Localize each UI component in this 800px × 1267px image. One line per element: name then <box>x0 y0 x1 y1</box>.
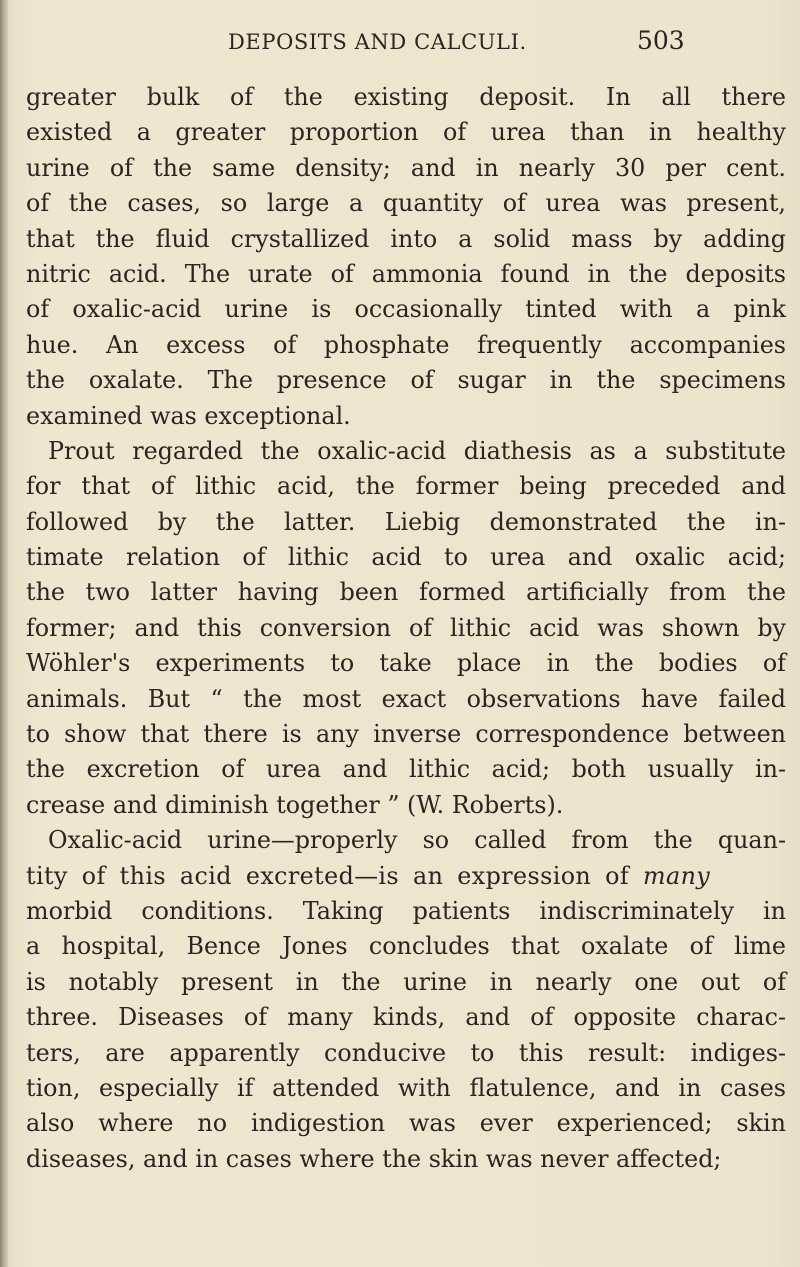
text-line: to show that there is any inverse correspondence between <box>26 720 786 749</box>
paragraph-start-line: Oxalic-acid urine—properly so called from the quan- <box>48 826 786 855</box>
text-line-with-emphasis <box>26 859 786 894</box>
body-text <box>26 80 786 1177</box>
text-line: hue. An excess of phosphate frequently accompanies <box>26 330 786 359</box>
text-line: former; and this conversion of lithic acid was shown by <box>26 613 786 642</box>
text-line: diseases, and in cases where the skin was never affected; <box>26 1144 722 1173</box>
text-line: a hospital, Bence Jones concludes that oxalate of lime <box>26 932 786 961</box>
paragraph-start-line: Prout regarded the oxalic-acid diathesis as a substitute <box>48 436 786 465</box>
text-span: tity of this acid excreted—is an expression of <box>26 861 630 890</box>
text-line: followed by the latter. Liebig demonstrated the in- <box>26 507 786 536</box>
page-number: 503 <box>637 26 685 55</box>
text-line: of oxalic-acid urine is occasionally tinted with a pink <box>26 295 786 324</box>
text-line: examined was exceptional. <box>26 401 351 430</box>
text-line: the two latter having been formed artificially from the <box>26 578 786 607</box>
text-line: animals. But “ the most exact observations have failed <box>26 684 786 713</box>
text-line: existed a greater proportion of urea than in healthy <box>26 118 786 147</box>
text-line: crease and diminish together ” (W. Roberts). <box>26 790 564 819</box>
text-line: Wöhler's experiments to take place in the bodies of <box>26 649 786 678</box>
text-line: urine of the same density; and in nearly 30 per cent. <box>26 153 786 182</box>
text-line: ters, are apparently conducive to this result: indiges- <box>26 1038 786 1067</box>
text-line: nitric acid. The urate of ammonia found in the deposits <box>26 259 786 288</box>
text-line: the excretion of urea and lithic acid; both usually in- <box>26 755 786 784</box>
text-line: tion, especially if attended with flatulence, and in cases <box>26 1073 786 1102</box>
text-line: of the cases, so large a quantity of urea was present, <box>26 189 786 218</box>
text-line: three. Diseases of many kinds, and of opposite charac- <box>26 1003 786 1032</box>
text-line: timate relation of lithic acid to urea and oxalic acid; <box>26 543 786 572</box>
text-line: is notably present in the urine in nearly one out of <box>26 967 786 996</box>
text-line: greater bulk of the existing deposit. In all there <box>26 83 786 111</box>
running-head <box>0 22 800 62</box>
running-title: DEPOSITS AND CALCULI. <box>228 30 527 54</box>
text-line: morbid conditions. Taking patients indiscriminately in <box>26 896 786 925</box>
text-line: also where no indigestion was ever experienced; skin <box>26 1109 786 1138</box>
text-line: for that of lithic acid, the former being preceded and <box>26 472 786 501</box>
text-line: the oxalate. The presence of sugar in the specimens <box>26 366 786 395</box>
emphasis-word: many <box>643 861 711 890</box>
binding-gutter <box>0 0 8 1267</box>
text-line: that the fluid crystallized into a solid mass by adding <box>26 224 786 253</box>
